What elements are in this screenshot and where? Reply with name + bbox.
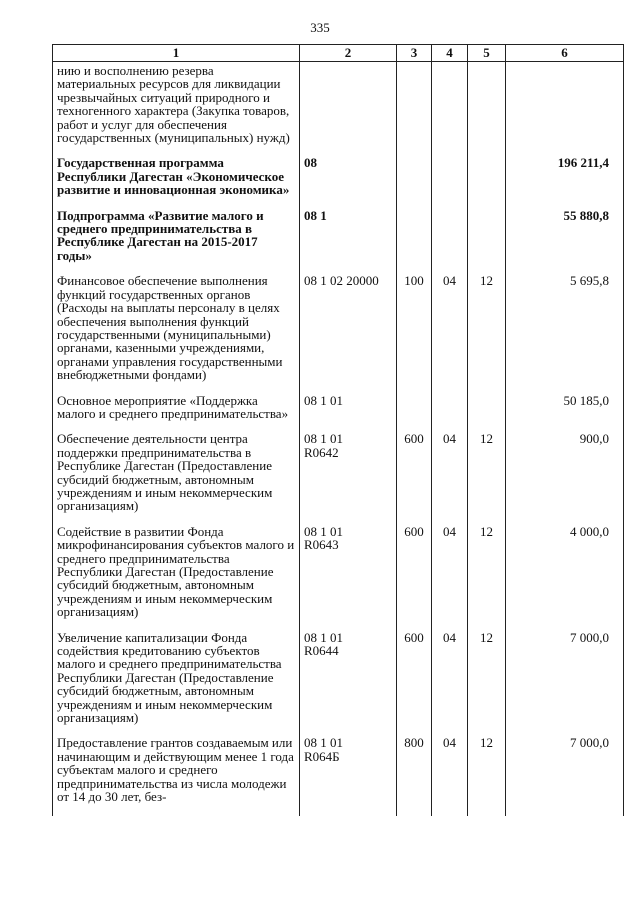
table-row [53,274,624,393]
row-col3: 600 [397,631,432,737]
table-row [53,631,624,737]
row-name: Предоставление грантов создаваемым или начинающим и действующим менее 1 года субъектам малого и среднего предпринимательства из числа молодежи от 14 до 30 лет, без- [53,736,300,815]
row-name: Подпрограмма «Развитие малого и среднего предпринимательства в Республике Дагестан на 2015-2017 годы» [53,209,300,275]
row-col4 [432,62,468,157]
row-name: Финансовое обеспечение выполнения функций государственных органов (Расходы на выплаты персоналу в целях обеспечения выполнения функций государственными (муниципальными) органами, казенными учреждениями, органами управления государственными внебюджетными фондами) [53,274,300,393]
row-amount: 7 000,0 [506,631,624,737]
header-col-6: 6 [506,45,624,62]
row-col4: 04 [432,631,468,737]
row-name: нию и восполнению резерва материальных ресурсов для ликвидации чрезвычайных ситуаций природного и техногенного характера (Закупка товаров, работ и услуг для обеспечения государственных (муниципальных) нужд) [53,62,300,157]
row-name: Обеспечение деятельности центра поддержки предпринимательства в Республике Дагестан (Предоставление субсидий бюджетным, автономным учреждениям и иным некоммерческим организациям) [53,432,300,524]
row-col3 [397,209,432,275]
row-code: 08 1 02 20000 [300,274,397,393]
row-name: Государственная программа Республики Дагестан «Экономическое развитие и инновационная экономика» [53,156,300,208]
table-row [53,432,624,524]
budget-table [52,44,624,816]
page-number: 335 [310,20,330,35]
row-col5 [468,209,506,275]
row-col4 [432,394,468,433]
header-col-1: 1 [53,45,300,62]
row-amount: 196 211,4 [506,156,624,208]
row-col5 [468,62,506,157]
row-col5: 12 [468,274,506,393]
table-row [53,394,624,433]
row-amount: 900,0 [506,432,624,524]
row-code [300,62,397,157]
row-col3: 600 [397,432,432,524]
row-amount [506,62,624,157]
table-row [53,525,624,631]
header-col-2: 2 [300,45,397,62]
row-amount: 5 695,8 [506,274,624,393]
header-col-3: 3 [397,45,432,62]
row-code: 08 1 01 R0643 [300,525,397,631]
table-row [53,62,624,157]
table-row [53,156,624,208]
row-amount: 7 000,0 [506,736,624,815]
row-code: 08 [300,156,397,208]
row-code: 08 1 01 R064Б [300,736,397,815]
row-amount: 4 000,0 [506,525,624,631]
row-amount: 55 880,8 [506,209,624,275]
row-code: 08 1 01 R0644 [300,631,397,737]
row-col4 [432,156,468,208]
header-col-5: 5 [468,45,506,62]
row-col3: 600 [397,525,432,631]
row-name: Основное мероприятие «Поддержка малого и среднего предпринимательства» [53,394,300,433]
row-amount: 50 185,0 [506,394,624,433]
row-col3 [397,156,432,208]
row-name: Увеличение капитализации Фонда содействия кредитованию субъектов малого и среднего предпринимательства Республики Дагестан (Предоставление субсидий бюджетным, автономным учреждениям и иным некоммерческим организациям) [53,631,300,737]
row-code: 08 1 [300,209,397,275]
row-col4: 04 [432,274,468,393]
header-row [53,45,624,62]
row-col5: 12 [468,432,506,524]
row-col3: 800 [397,736,432,815]
row-col5 [468,394,506,433]
row-code: 08 1 01 [300,394,397,433]
row-col4: 04 [432,736,468,815]
table-row [53,736,624,815]
row-name: Содействие в развитии Фонда микрофинансирования субъектов малого и среднего предпринимательства Республики Дагестан (Предоставление субсидий бюджетным, автономным учреждениям и иным некоммерческим организациям) [53,525,300,631]
row-code: 08 1 01 R0642 [300,432,397,524]
table-row [53,209,624,275]
row-col4: 04 [432,525,468,631]
row-col3: 100 [397,274,432,393]
header-col-4: 4 [432,45,468,62]
row-col5: 12 [468,631,506,737]
row-col5: 12 [468,525,506,631]
row-col4 [432,209,468,275]
row-col5 [468,156,506,208]
row-col4: 04 [432,432,468,524]
row-col3 [397,394,432,433]
row-col3 [397,62,432,157]
row-col5: 12 [468,736,506,815]
